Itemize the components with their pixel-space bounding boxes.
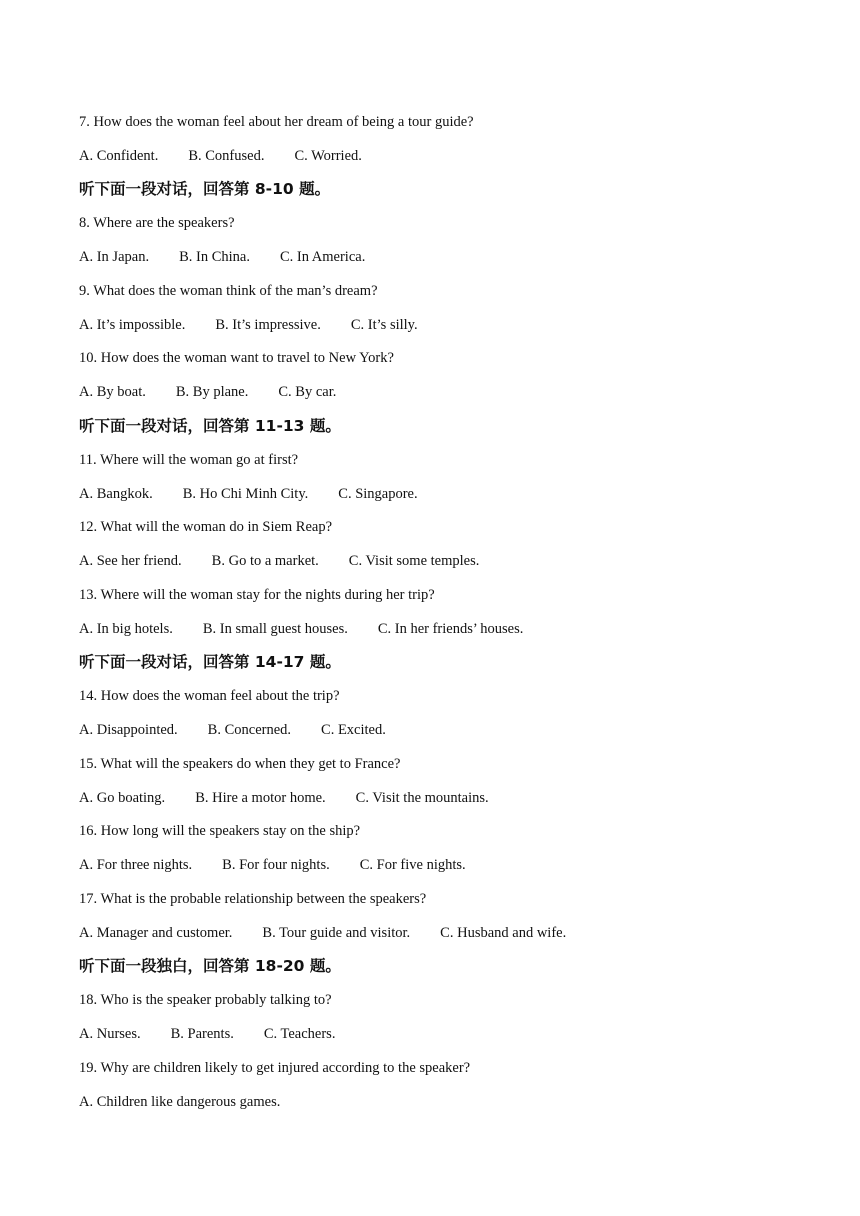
option-c: C. Visit the mountains. [355, 790, 489, 806]
option-a: A. Confident. [79, 148, 159, 164]
option-b: B. By plane. [175, 384, 249, 400]
question-14-options [79, 721, 386, 739]
question-10: 10. How does the woman want to travel to New York? [79, 350, 394, 366]
option-a: A. See her friend. [79, 553, 182, 569]
question-7-options [79, 147, 362, 165]
question-19: 19. Why are children likely to get injured according to the speaker? [79, 1060, 471, 1076]
option-c: C. Teachers. [263, 1026, 336, 1042]
option-a: A. For three nights. [79, 857, 193, 873]
question-13-options [79, 620, 523, 638]
question-12: 12. What will the woman do in Siem Reap? [79, 519, 333, 535]
question-10-options [79, 383, 336, 401]
option-a: A. In Japan. [79, 249, 150, 265]
question-16: 16. How long will the speakers stay on the ship? [79, 823, 361, 839]
question-13: 13. Where will the woman stay for the nights during her trip? [79, 587, 435, 603]
option-c: C. Visit some temples. [348, 553, 480, 569]
section-heading-8-10: 听下面一段对话，回答第 8-10 题。 [79, 180, 331, 198]
option-a: A. In big hotels. [79, 621, 173, 637]
option-a: A. Children like dangerous games. [79, 1094, 281, 1110]
question-11: 11. Where will the woman go at first? [79, 452, 299, 468]
option-c: C. By car. [278, 384, 337, 400]
option-a: A. Disappointed. [79, 722, 178, 738]
option-b: B. Concerned. [207, 722, 292, 738]
section-heading-18-20: 听下面一段独白，回答第 18-20 题。 [79, 957, 341, 975]
question-12-options [79, 552, 479, 570]
question-19-options [79, 1093, 280, 1111]
option-a: A. Manager and customer. [79, 925, 233, 941]
section-heading-11-13: 听下面一段对话，回答第 11-13 题。 [79, 417, 341, 435]
option-c: C. In her friends’ houses. [377, 621, 524, 637]
option-b: B. In small guest houses. [202, 621, 348, 637]
question-9: 9. What does the woman think of the man’s dream? [79, 283, 378, 299]
option-a: A. By boat. [79, 384, 146, 400]
question-17: 17. What is the probable relationship between the speakers? [79, 891, 427, 907]
option-c: C. Worried. [294, 148, 362, 164]
question-18: 18. Who is the speaker probably talking to? [79, 992, 332, 1008]
option-c: C. For five nights. [359, 857, 466, 873]
option-c: C. It’s silly. [350, 317, 418, 333]
question-15-options [79, 789, 489, 807]
option-b: B. In China. [179, 249, 250, 265]
option-c: C. Excited. [321, 722, 386, 738]
option-b: B. Hire a motor home. [195, 790, 326, 806]
option-a: A. It’s impossible. [79, 317, 186, 333]
question-18-options [79, 1025, 335, 1043]
option-a: A. Bangkok. [79, 486, 153, 502]
question-14: 14. How does the woman feel about the trip? [79, 688, 340, 704]
question-7: 7. How does the woman feel about her dream of being a tour guide? [79, 114, 474, 130]
question-8: 8. Where are the speakers? [79, 215, 235, 231]
option-b: B. Tour guide and visitor. [262, 925, 411, 941]
option-b: B. Confused. [188, 148, 265, 164]
option-c: C. Singapore. [338, 486, 418, 502]
section-heading-14-17: 听下面一段对话，回答第 14-17 题。 [79, 653, 341, 671]
option-a: A. Nurses. [79, 1026, 141, 1042]
option-b: B. It’s impressive. [215, 317, 321, 333]
question-11-options [79, 485, 418, 503]
question-9-options [79, 316, 418, 334]
option-c: C. Husband and wife. [440, 925, 567, 941]
option-b: B. Parents. [170, 1026, 234, 1042]
question-16-options [79, 856, 466, 874]
question-15: 15. What will the speakers do when they get to France? [79, 756, 401, 772]
option-b: B. Go to a market. [211, 553, 319, 569]
question-17-options [79, 924, 566, 942]
option-a: A. Go boating. [79, 790, 166, 806]
option-b: B. For four nights. [222, 857, 330, 873]
option-c: C. In America. [279, 249, 366, 265]
question-8-options [79, 248, 365, 266]
option-b: B. Ho Chi Minh City. [182, 486, 309, 502]
